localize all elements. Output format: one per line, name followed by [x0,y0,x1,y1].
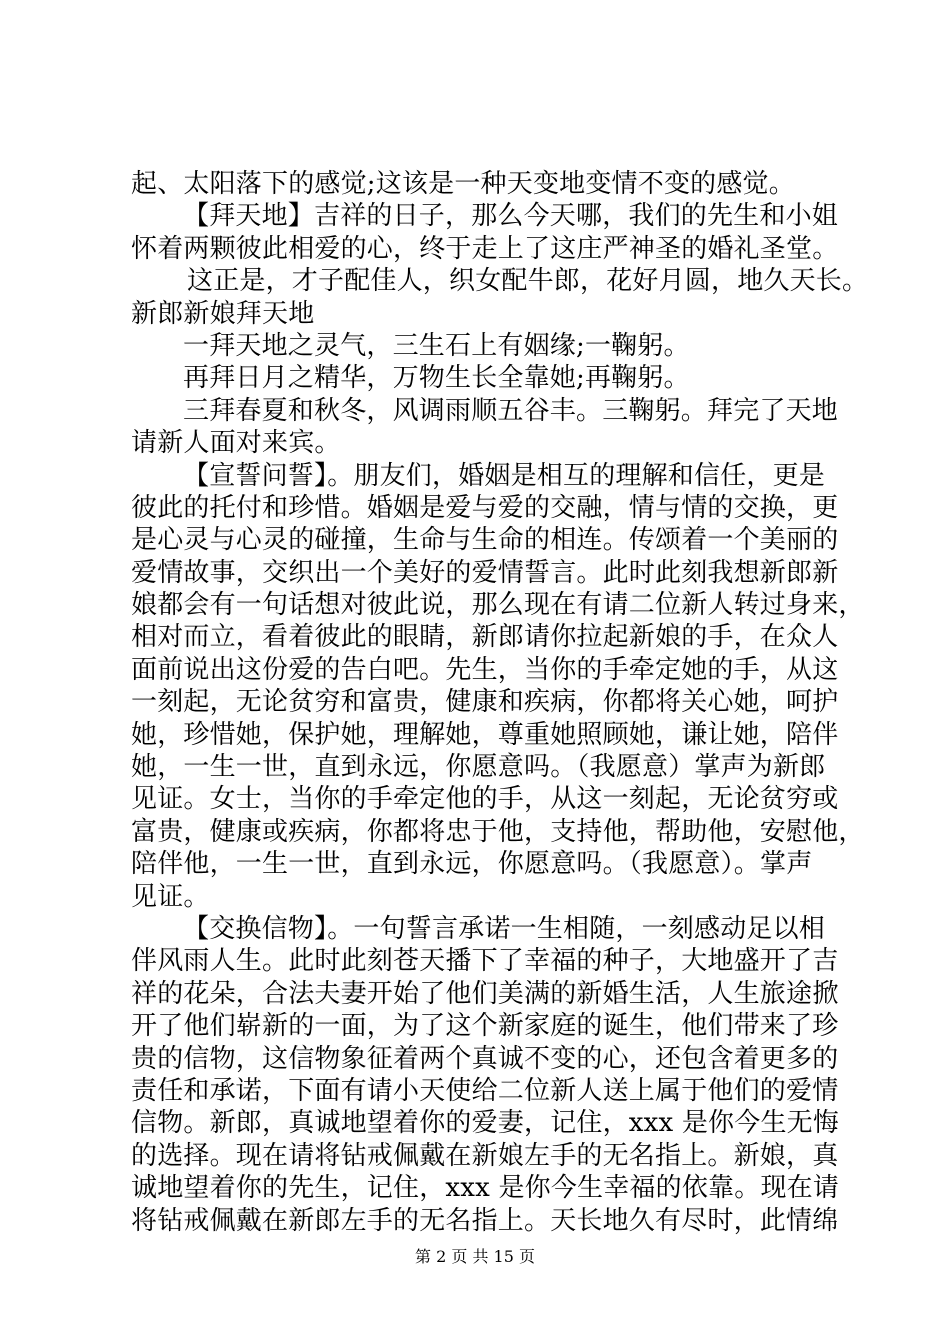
text-line: 怀着两颗彼此相爱的心，终于走上了这庄严神圣的婚礼圣堂。 [131,233,839,264]
text-line: 陪伴他，一生一世，直到永远，你愿意吗。（我愿意）。掌声 [131,849,813,880]
text-line: 的选择。现在请将钻戒佩戴在新娘左手的无名指上。新娘，真 [131,1140,839,1171]
text-line: 彼此的托付和珍惜。婚姻是爱与爱的交融，情与情的交换，更 [131,492,839,523]
text-line: 爱情故事，交织出一个美好的爱情誓言。此时此刻我想新郎新 [131,557,839,588]
text-line: 祥的花朵，合法夫妻开始了他们美满的新婚生活，人生旅途掀 [131,978,839,1009]
text-line: 面前说出这份爱的告白吧。先生，当你的手牵定她的手，从这 [131,654,839,685]
text-line: 将钻戒佩戴在新郎左手的无名指上。天长地久有尽时，此情绵 [131,1205,839,1236]
text-line: 是心灵与心灵的碰撞，生命与生命的相连。传颂着一个美丽的 [131,525,839,556]
text-line: 她，一生一世，直到永远，你愿意吗。（我愿意）掌声为新郎 [131,752,826,783]
text-line: 信物。新郎，真诚地望着你的爱妻，记住，xxx 是你今生无悔 [131,1108,840,1139]
text-line: 【拜天地】吉祥的日子，那么今天哪，我们的先生和小姐 [183,201,839,232]
text-line: 开了他们崭新的一面，为了这个新家庭的诞生，他们带来了珍 [131,1011,839,1042]
text-line: 富贵，健康或疾病，你都将忠于他，支持他，帮助他，安慰他， [131,816,865,847]
text-line: 【交换信物】。一句誓言承诺一生相随，一刻感动足以相 [183,913,826,944]
text-line: 再拜日月之精华，万物生长全靠她;再鞠躬。 [183,363,690,394]
text-line: 一刻起，无论贫穷和富贵，健康和疾病，你都将关心她，呵护 [131,687,839,718]
text-line: 伴风雨人生。此时此刻苍天播下了幸福的种子，大地盛开了吉 [131,946,839,977]
text-line: 这正是，才子配佳人，织女配牛郎，花好月圆，地久天长。 [187,266,869,297]
text-line: 三拜春夏和秋冬，风调雨顺五谷丰。三鞠躬。拜完了天地 [183,395,839,426]
text-line: 贵的信物，这信物象征着两个真诚不变的心，还包含着更多的 [131,1043,839,1074]
text-line: 【宣誓问誓】。朋友们，婚姻是相互的理解和信任，更是 [183,460,826,491]
text-line: 请新人面对来宾。 [131,428,341,459]
page-footer: 第 2 页 共 15 页 [415,1247,535,1266]
text-line: 新郎新娘拜天地 [131,298,315,329]
text-line: 见证。女士，当你的手牵定他的手，从这一刻起，无论贫穷或 [131,784,839,815]
text-line: 娘都会有一句话想对彼此说，那么现在有请二位新人转过身来， [131,590,865,621]
text-line: 责任和承诺，下面有请小天使给二位新人送上属于他们的爱情 [131,1075,839,1106]
text-line: 相对而立，看着彼此的眼睛，新郎请你拉起新娘的手，在众人 [131,622,839,653]
body-text [131,168,869,1237]
text-line: 见证。 [131,881,210,912]
text-line: 起、太阳落下的感觉;这该是一种天变地变情不变的感觉。 [131,169,795,199]
text-line: 一拜天地之灵气，三生石上有姻缘;一鞠躬。 [183,330,690,361]
text-line: 她，珍惜她，保护她，理解她，尊重她照顾她，谦让她，陪伴 [131,719,839,750]
text-line: 诚地望着你的先生，记住，xxx 是你今生幸福的依靠。现在请 [131,1173,840,1204]
